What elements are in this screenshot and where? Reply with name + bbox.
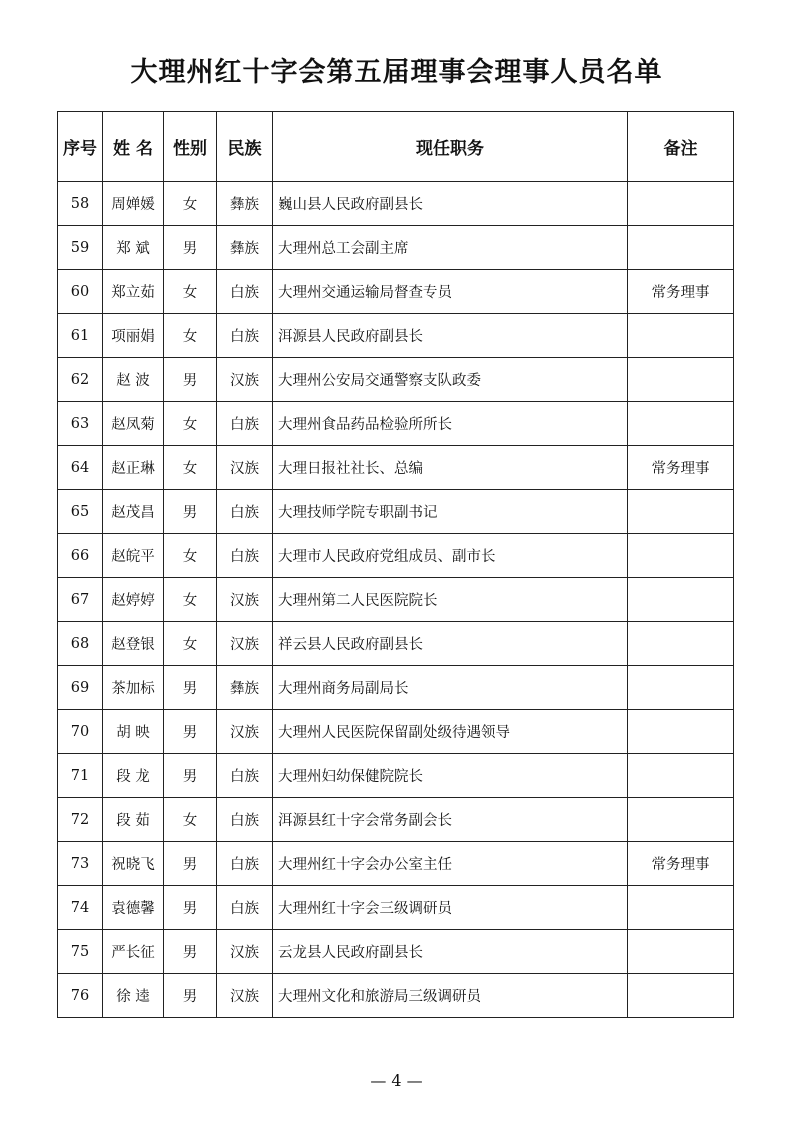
- cell-name: 郑立茹: [103, 270, 164, 314]
- table-row: [58, 842, 734, 886]
- cell-position: 大理州公安局交通警察支队政委: [273, 358, 628, 402]
- cell-ethnicity: 汉族: [217, 710, 273, 754]
- cell-ethnicity: 白族: [217, 270, 273, 314]
- cell-no: 58: [58, 182, 103, 226]
- cell-no: 66: [58, 534, 103, 578]
- cell-ethnicity: 汉族: [217, 578, 273, 622]
- cell-ethnicity: 汉族: [217, 974, 273, 1018]
- table-row: [58, 710, 734, 754]
- cell-name: 赵 波: [103, 358, 164, 402]
- cell-name: 赵凤菊: [103, 402, 164, 446]
- cell-position: 大理日报社社长、总编: [273, 446, 628, 490]
- cell-remark: [628, 402, 734, 446]
- cell-gender: 男: [164, 710, 217, 754]
- cell-position: 大理州妇幼保健院院长: [273, 754, 628, 798]
- table-body: [58, 182, 734, 1018]
- table-row: [58, 622, 734, 666]
- cell-position: 大理州第二人民医院院长: [273, 578, 628, 622]
- cell-remark: [628, 358, 734, 402]
- table-row: [58, 534, 734, 578]
- cell-name: 赵皖平: [103, 534, 164, 578]
- table-row: [58, 974, 734, 1018]
- cell-gender: 男: [164, 490, 217, 534]
- cell-remark: [628, 226, 734, 270]
- table-row: [58, 182, 734, 226]
- cell-no: 69: [58, 666, 103, 710]
- cell-no: 76: [58, 974, 103, 1018]
- cell-remark: [628, 754, 734, 798]
- cell-ethnicity: 汉族: [217, 358, 273, 402]
- cell-ethnicity: 白族: [217, 886, 273, 930]
- table-row: [58, 270, 734, 314]
- table-row: [58, 490, 734, 534]
- table-header-row: [58, 112, 734, 182]
- cell-remark: [628, 886, 734, 930]
- cell-ethnicity: 白族: [217, 534, 273, 578]
- cell-remark: [628, 578, 734, 622]
- cell-gender: 男: [164, 886, 217, 930]
- cell-gender: 男: [164, 358, 217, 402]
- cell-no: 73: [58, 842, 103, 886]
- cell-no: 74: [58, 886, 103, 930]
- cell-position: 大理州红十字会办公室主任: [273, 842, 628, 886]
- cell-name: 郑 斌: [103, 226, 164, 270]
- cell-position: 巍山县人民政府副县长: [273, 182, 628, 226]
- cell-remark: [628, 710, 734, 754]
- table-row: [58, 314, 734, 358]
- cell-gender: 男: [164, 974, 217, 1018]
- cell-gender: 女: [164, 314, 217, 358]
- cell-no: 63: [58, 402, 103, 446]
- cell-position: 云龙县人民政府副县长: [273, 930, 628, 974]
- cell-name: 段 龙: [103, 754, 164, 798]
- cell-gender: 男: [164, 930, 217, 974]
- cell-name: 袁德馨: [103, 886, 164, 930]
- cell-no: 64: [58, 446, 103, 490]
- cell-gender: 男: [164, 842, 217, 886]
- cell-no: 65: [58, 490, 103, 534]
- cell-remark: [628, 182, 734, 226]
- cell-position: 大理州总工会副主席: [273, 226, 628, 270]
- table-row: [58, 886, 734, 930]
- cell-no: 71: [58, 754, 103, 798]
- cell-no: 68: [58, 622, 103, 666]
- header-ethnicity: 民族: [217, 112, 273, 182]
- document-title: 大理州红十字会第五届理事会理事人员名单: [130, 57, 663, 88]
- cell-remark: 常务理事: [628, 270, 734, 314]
- table-row: [58, 226, 734, 270]
- cell-ethnicity: 白族: [217, 402, 273, 446]
- page-number: — 4 —: [370, 1071, 423, 1090]
- header-position: 现任职务: [273, 112, 628, 182]
- cell-position: 大理州文化和旅游局三级调研员: [273, 974, 628, 1018]
- table-row: [58, 358, 734, 402]
- cell-gender: 女: [164, 578, 217, 622]
- cell-gender: 男: [164, 666, 217, 710]
- table-row: [58, 930, 734, 974]
- cell-name: 周婵媛: [103, 182, 164, 226]
- cell-name: 祝晓飞: [103, 842, 164, 886]
- cell-position: 大理技师学院专职副书记: [273, 490, 628, 534]
- cell-name: 赵登银: [103, 622, 164, 666]
- cell-gender: 男: [164, 754, 217, 798]
- cell-ethnicity: 汉族: [217, 622, 273, 666]
- cell-no: 70: [58, 710, 103, 754]
- cell-gender: 女: [164, 798, 217, 842]
- cell-remark: [628, 314, 734, 358]
- cell-name: 严长征: [103, 930, 164, 974]
- cell-gender: 女: [164, 182, 217, 226]
- cell-no: 61: [58, 314, 103, 358]
- cell-gender: 女: [164, 534, 217, 578]
- cell-ethnicity: 白族: [217, 490, 273, 534]
- cell-remark: [628, 930, 734, 974]
- cell-gender: 女: [164, 270, 217, 314]
- cell-name: 赵茂昌: [103, 490, 164, 534]
- table-row: [58, 402, 734, 446]
- cell-position: 大理州商务局副局长: [273, 666, 628, 710]
- cell-ethnicity: 汉族: [217, 930, 273, 974]
- cell-no: 67: [58, 578, 103, 622]
- table-row: [58, 754, 734, 798]
- cell-no: 72: [58, 798, 103, 842]
- cell-remark: 常务理事: [628, 842, 734, 886]
- cell-remark: [628, 666, 734, 710]
- header-gender: 性别: [164, 112, 217, 182]
- header-name: 姓 名: [103, 112, 164, 182]
- cell-gender: 女: [164, 622, 217, 666]
- cell-position: 大理州红十字会三级调研员: [273, 886, 628, 930]
- cell-ethnicity: 白族: [217, 798, 273, 842]
- cell-position: 祥云县人民政府副县长: [273, 622, 628, 666]
- cell-no: 75: [58, 930, 103, 974]
- cell-no: 59: [58, 226, 103, 270]
- cell-remark: [628, 622, 734, 666]
- cell-gender: 男: [164, 226, 217, 270]
- cell-name: 茶加标: [103, 666, 164, 710]
- roster-table: [57, 111, 734, 1018]
- cell-remark: [628, 974, 734, 1018]
- table-row: [58, 446, 734, 490]
- cell-position: 大理州人民医院保留副处级待遇领导: [273, 710, 628, 754]
- cell-position: 洱源县人民政府副县长: [273, 314, 628, 358]
- table-row: [58, 798, 734, 842]
- cell-ethnicity: 彝族: [217, 182, 273, 226]
- cell-position: 大理市人民政府党组成员、副市长: [273, 534, 628, 578]
- cell-position: 大理州交通运输局督查专员: [273, 270, 628, 314]
- cell-ethnicity: 汉族: [217, 446, 273, 490]
- table-row: [58, 578, 734, 622]
- cell-name: 段 茹: [103, 798, 164, 842]
- cell-no: 60: [58, 270, 103, 314]
- cell-remark: [628, 798, 734, 842]
- cell-ethnicity: 彝族: [217, 666, 273, 710]
- cell-position: 大理州食品药品检验所所长: [273, 402, 628, 446]
- cell-gender: 女: [164, 446, 217, 490]
- cell-ethnicity: 白族: [217, 314, 273, 358]
- cell-ethnicity: 白族: [217, 754, 273, 798]
- cell-remark: 常务理事: [628, 446, 734, 490]
- cell-remark: [628, 534, 734, 578]
- cell-remark: [628, 490, 734, 534]
- cell-name: 赵正琳: [103, 446, 164, 490]
- cell-gender: 女: [164, 402, 217, 446]
- cell-ethnicity: 白族: [217, 842, 273, 886]
- cell-position: 洱源县红十字会常务副会长: [273, 798, 628, 842]
- table-row: [58, 666, 734, 710]
- cell-name: 徐 逵: [103, 974, 164, 1018]
- cell-name: 赵婷婷: [103, 578, 164, 622]
- cell-ethnicity: 彝族: [217, 226, 273, 270]
- header-remark: 备注: [628, 112, 734, 182]
- cell-name: 胡 映: [103, 710, 164, 754]
- cell-no: 62: [58, 358, 103, 402]
- header-no: 序号: [58, 112, 103, 182]
- cell-name: 项丽娟: [103, 314, 164, 358]
